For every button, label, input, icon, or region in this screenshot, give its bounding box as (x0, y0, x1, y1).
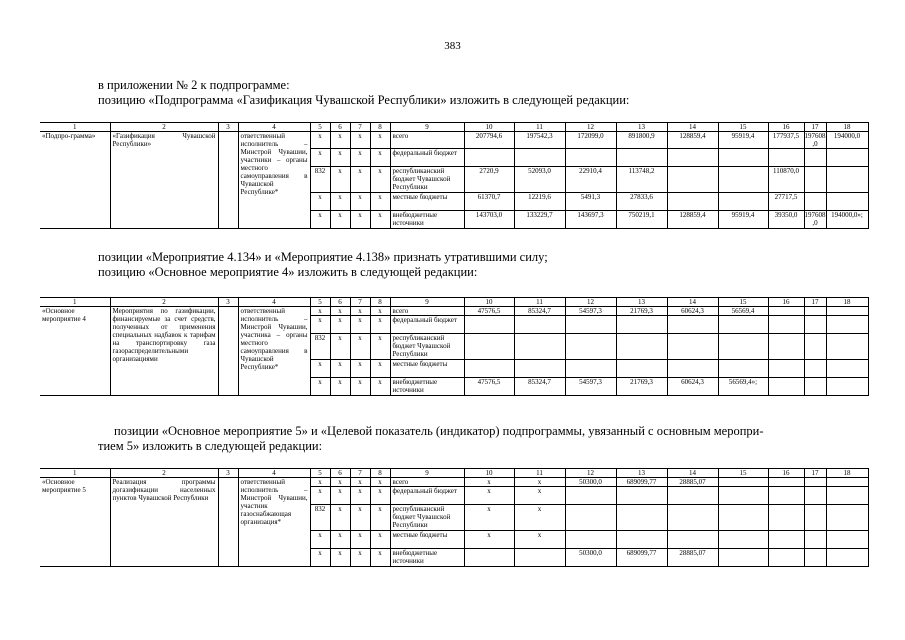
funding-value (826, 360, 868, 378)
funding-value (616, 505, 667, 531)
col-header-17: 17 (804, 298, 826, 307)
col-header-1: 1 (40, 298, 110, 307)
header-row (40, 469, 868, 478)
funding-value: 689099,77 (616, 549, 667, 567)
col-header-14: 14 (667, 298, 718, 307)
funding-value (826, 531, 868, 549)
funding-value: 689099,77 (616, 478, 667, 487)
col-header-5: 5 (310, 469, 330, 478)
budget-code-x: x (330, 531, 350, 549)
col-header-5: 5 (310, 123, 330, 132)
funding-value: 143697,3 (565, 211, 616, 229)
budget-code-x: x (370, 505, 390, 531)
funding-value (464, 334, 514, 360)
funding-value: 21769,3 (616, 378, 667, 396)
funding-source: республиканский бюджет Чувашской Республики (390, 334, 464, 360)
funding-value: 194000,0»; (826, 211, 868, 229)
end-line-1: позиции «Основное мероприятие 5» и «Целевой показатель (индикатор) подпрограммы, увязанный с основным меропри- (114, 424, 764, 438)
budget-code-x: x (370, 531, 390, 549)
gr-code: x (310, 132, 330, 149)
col-header-5: 5 (310, 298, 330, 307)
funding-value: 2720,9 (464, 167, 514, 193)
col-header-15: 15 (718, 298, 768, 307)
col-header-12: 12 (565, 469, 616, 478)
header-row (40, 123, 868, 132)
col-header-9: 9 (390, 298, 464, 307)
funding-value: 194000,0 (826, 132, 868, 149)
funding-source: местные бюджеты (390, 193, 464, 211)
funding-value: 128859,4 (667, 132, 718, 149)
measure-status: «Основное мероприятие 4 (40, 307, 110, 396)
gr-code: x (310, 211, 330, 229)
funding-value: 95919,4 (718, 132, 768, 149)
funding-value: 113748,2 (616, 167, 667, 193)
col-header-11: 11 (514, 298, 565, 307)
funding-value (826, 149, 868, 167)
budget-code-x: x (370, 307, 390, 316)
funding-value: x (514, 487, 565, 505)
col-header-9: 9 (390, 469, 464, 478)
funding-value (804, 531, 826, 549)
funding-value: 177937,5 (768, 132, 804, 149)
funding-value (804, 505, 826, 531)
intro-line-2: позицию «Подпрограмма «Газификация Чувашской Республики» изложить в следующей редакции: (98, 93, 630, 107)
funding-value: 891800,9 (616, 132, 667, 149)
funding-value (804, 149, 826, 167)
col-header-8: 8 (370, 298, 390, 307)
funding-value (718, 531, 768, 549)
budget-code-x: x (350, 360, 370, 378)
funding-value: 197542,3 (514, 132, 565, 149)
funding-value (667, 316, 718, 334)
header-row (40, 298, 868, 307)
funding-value: 56569,4 (718, 307, 768, 316)
col-header-9: 9 (390, 123, 464, 132)
gr-code: x (310, 307, 330, 316)
funding-value (667, 505, 718, 531)
budget-code-x: x (350, 132, 370, 149)
measure-name: Реализация программы догазификации населенных пунктов Чувашской Республики (110, 478, 218, 567)
funding-value (804, 549, 826, 567)
col-header-13: 13 (616, 298, 667, 307)
col-header-1: 1 (40, 123, 110, 132)
funding-value (514, 316, 565, 334)
funding-value: 47576,5 (464, 307, 514, 316)
funding-value (667, 193, 718, 211)
funding-value (718, 549, 768, 567)
funding-value (804, 487, 826, 505)
col-header-13: 13 (616, 123, 667, 132)
funding-value (565, 505, 616, 531)
funding-value (464, 549, 514, 567)
col-header-4: 4 (238, 123, 310, 132)
col-header-3: 3 (218, 123, 238, 132)
mid-line-2: позицию «Основное мероприятие 4» изложить в следующей редакции: (98, 265, 478, 279)
gr-code: x (310, 149, 330, 167)
funding-value (718, 167, 768, 193)
funding-value (565, 149, 616, 167)
budget-code-x: x (370, 478, 390, 487)
funding-value: 12219,6 (514, 193, 565, 211)
funding-value: 56569,4»; (718, 378, 768, 396)
main-measure-5-table (40, 468, 869, 567)
col-header-6: 6 (330, 123, 350, 132)
responsible-executor: ответственный исполнитель – Минстрой Чувашии, участники – органы местного самоуправления в Чувашской Республике* (238, 132, 310, 229)
funding-value (826, 478, 868, 487)
budget-code-x: x (350, 549, 370, 567)
funding-value (804, 478, 826, 487)
gr-code: x (310, 378, 330, 396)
col-header-7: 7 (350, 469, 370, 478)
budget-code-x: x (330, 132, 350, 149)
budget-code-x: x (370, 132, 390, 149)
funding-value: 39350,0 (768, 211, 804, 229)
table-row (40, 307, 868, 316)
gr-code: 832 (310, 505, 330, 531)
funding-value: 95919,4 (718, 211, 768, 229)
gr-code: x (310, 360, 330, 378)
budget-code-x: x (370, 167, 390, 193)
budget-code-x: x (350, 211, 370, 229)
funding-value (804, 167, 826, 193)
budget-code-x: x (330, 211, 350, 229)
col-header-16: 16 (768, 298, 804, 307)
funding-value (667, 149, 718, 167)
col-header-18: 18 (826, 123, 868, 132)
col-header-14: 14 (667, 123, 718, 132)
empty-col-3 (218, 478, 238, 567)
funding-value (718, 316, 768, 334)
funding-value (565, 531, 616, 549)
funding-value (768, 531, 804, 549)
col-header-7: 7 (350, 298, 370, 307)
funding-source: местные бюджеты (390, 531, 464, 549)
funding-value (718, 505, 768, 531)
funding-value (804, 307, 826, 316)
main-measure-4-table (40, 297, 869, 396)
col-header-4: 4 (238, 298, 310, 307)
funding-value: 47576,5 (464, 378, 514, 396)
budget-code-x: x (370, 316, 390, 334)
funding-value (804, 378, 826, 396)
col-header-11: 11 (514, 469, 565, 478)
funding-value (514, 360, 565, 378)
col-header-18: 18 (826, 469, 868, 478)
col-header-2: 2 (110, 469, 218, 478)
funding-value (826, 316, 868, 334)
funding-value (464, 316, 514, 334)
funding-source: федеральный бюджет (390, 316, 464, 334)
budget-code-x: x (330, 334, 350, 360)
funding-value (616, 360, 667, 378)
budget-code-x: x (350, 478, 370, 487)
funding-value (514, 334, 565, 360)
col-header-3: 3 (218, 298, 238, 307)
funding-source: федеральный бюджет (390, 487, 464, 505)
funding-source: всего (390, 132, 464, 149)
budget-code-x: x (350, 531, 370, 549)
funding-value (464, 360, 514, 378)
funding-value: 750219,1 (616, 211, 667, 229)
col-header-13: 13 (616, 469, 667, 478)
budget-code-x: x (330, 193, 350, 211)
col-header-14: 14 (667, 469, 718, 478)
gr-code: x (310, 531, 330, 549)
col-header-8: 8 (370, 123, 390, 132)
funding-value (667, 360, 718, 378)
mid-line-1: позиции «Мероприятие 4.134» и «Мероприятие 4.138» признать утратившими силу; (98, 250, 548, 264)
funding-value: 60624,3 (667, 307, 718, 316)
col-header-2: 2 (110, 298, 218, 307)
funding-value (768, 378, 804, 396)
funding-value: x (514, 478, 565, 487)
empty-col-3 (218, 307, 238, 396)
col-header-7: 7 (350, 123, 370, 132)
measure-name: «Газификация Чувашской Республики» (110, 132, 218, 229)
funding-value: x (464, 478, 514, 487)
col-header-16: 16 (768, 469, 804, 478)
funding-value (826, 505, 868, 531)
funding-value (565, 316, 616, 334)
budget-code-x: x (370, 211, 390, 229)
funding-value: 61370,7 (464, 193, 514, 211)
col-header-1: 1 (40, 469, 110, 478)
budget-code-x: x (370, 378, 390, 396)
empty-col-3 (218, 132, 238, 229)
col-header-17: 17 (804, 123, 826, 132)
funding-value: 60624,3 (667, 378, 718, 396)
budget-code-x: x (330, 505, 350, 531)
funding-value (667, 531, 718, 549)
funding-value (616, 531, 667, 549)
col-header-8: 8 (370, 469, 390, 478)
budget-code-x: x (330, 478, 350, 487)
funding-value: x (514, 505, 565, 531)
funding-value: 50300,0 (565, 478, 616, 487)
gr-code: 832 (310, 167, 330, 193)
funding-value: 28885,07 (667, 549, 718, 567)
funding-value: 27717,5 (768, 193, 804, 211)
funding-value (565, 487, 616, 505)
budget-code-x: x (350, 167, 370, 193)
budget-code-x: x (330, 549, 350, 567)
gr-code: x (310, 316, 330, 334)
gr-code: x (310, 193, 330, 211)
funding-value (667, 487, 718, 505)
gr-code: x (310, 478, 330, 487)
col-header-18: 18 (826, 298, 868, 307)
funding-value: 28885,07 (667, 478, 718, 487)
funding-value (616, 487, 667, 505)
funding-value (768, 316, 804, 334)
col-header-12: 12 (565, 123, 616, 132)
funding-value (826, 378, 868, 396)
funding-value (768, 549, 804, 567)
funding-value (768, 505, 804, 531)
col-header-10: 10 (464, 298, 514, 307)
budget-code-x: x (370, 334, 390, 360)
table-row (40, 132, 868, 149)
funding-value (565, 360, 616, 378)
funding-value (768, 360, 804, 378)
funding-value (768, 307, 804, 316)
budget-code-x: x (330, 307, 350, 316)
funding-value (667, 167, 718, 193)
funding-value (718, 334, 768, 360)
budget-code-x: x (330, 378, 350, 396)
funding-value: x (514, 531, 565, 549)
measure-status: «Подпро-грамма» (40, 132, 110, 229)
col-header-15: 15 (718, 123, 768, 132)
funding-value (514, 149, 565, 167)
funding-value (718, 487, 768, 505)
funding-value: 27833,6 (616, 193, 667, 211)
page-number: 383 (444, 40, 461, 52)
funding-value (718, 478, 768, 487)
funding-value (768, 149, 804, 167)
col-header-17: 17 (804, 469, 826, 478)
funding-value (718, 149, 768, 167)
budget-code-x: x (350, 378, 370, 396)
col-header-15: 15 (718, 469, 768, 478)
budget-code-x: x (350, 307, 370, 316)
funding-value (514, 549, 565, 567)
col-header-4: 4 (238, 469, 310, 478)
funding-value (826, 307, 868, 316)
table-row (40, 478, 868, 487)
funding-value: 85324,7 (514, 378, 565, 396)
budget-code-x: x (330, 487, 350, 505)
budget-code-x: x (370, 487, 390, 505)
funding-value (768, 478, 804, 487)
budget-code-x: x (370, 549, 390, 567)
funding-source: местные бюджеты (390, 360, 464, 378)
gr-code: x (310, 487, 330, 505)
budget-code-x: x (350, 487, 370, 505)
budget-code-x: x (350, 316, 370, 334)
col-header-10: 10 (464, 123, 514, 132)
funding-value: x (464, 487, 514, 505)
funding-source: республиканский бюджет Чувашской Республики (390, 167, 464, 193)
funding-value: 22910,4 (565, 167, 616, 193)
funding-value (616, 334, 667, 360)
funding-value (616, 316, 667, 334)
funding-value (804, 334, 826, 360)
funding-source: республиканский бюджет Чувашской Республики (390, 505, 464, 531)
col-header-16: 16 (768, 123, 804, 132)
funding-value: 85324,7 (514, 307, 565, 316)
gr-code: 832 (310, 334, 330, 360)
funding-value (718, 360, 768, 378)
funding-value: 110870,0 (768, 167, 804, 193)
funding-value: 133229,7 (514, 211, 565, 229)
funding-value: 54597,3 (565, 307, 616, 316)
budget-code-x: x (350, 193, 370, 211)
funding-value: x (464, 505, 514, 531)
funding-value (826, 193, 868, 211)
budget-code-x: x (350, 334, 370, 360)
funding-source: внебюджетные источники (390, 378, 464, 396)
funding-value (826, 487, 868, 505)
funding-value: 197608,0 (804, 211, 826, 227)
funding-value: 128859,4 (667, 211, 718, 229)
funding-value (804, 360, 826, 378)
funding-source: федеральный бюджет (390, 149, 464, 167)
col-header-6: 6 (330, 298, 350, 307)
measure-status: «Основное мероприятие 5 (40, 478, 110, 567)
subprogram-table (40, 122, 869, 229)
funding-value (826, 549, 868, 567)
intro-line-1: в приложении № 2 к подпрограмме: (98, 78, 290, 92)
funding-source: внебюджетные источники (390, 549, 464, 567)
funding-value: 197608,0 (804, 132, 826, 148)
funding-value (804, 316, 826, 334)
funding-value (464, 149, 514, 167)
funding-value: 54597,3 (565, 378, 616, 396)
funding-value: 21769,3 (616, 307, 667, 316)
funding-value (718, 193, 768, 211)
gr-code: x (310, 549, 330, 567)
budget-code-x: x (370, 360, 390, 378)
funding-value: 207794,6 (464, 132, 514, 149)
end-line-2: тием 5» изложить в следующей редакции: (98, 439, 323, 453)
funding-value (826, 167, 868, 193)
funding-value: 172099,0 (565, 132, 616, 149)
budget-code-x: x (330, 149, 350, 167)
funding-value (804, 193, 826, 211)
funding-value (768, 334, 804, 360)
measure-name: Мероприятия по газификации, финансируемые за счет средств, полученных от применения специальных надбавок к тарифам на транспортировку газа газораспределительными организациями (110, 307, 218, 396)
col-header-6: 6 (330, 469, 350, 478)
budget-code-x: x (350, 149, 370, 167)
responsible-executor: ответственный исполнитель – Минстрой Чувашии, участник газоснабжающая организация* (238, 478, 310, 567)
funding-source: всего (390, 478, 464, 487)
funding-value: 50300,0 (565, 549, 616, 567)
funding-value (616, 149, 667, 167)
budget-code-x: x (370, 149, 390, 167)
budget-code-x: x (330, 167, 350, 193)
funding-value: 5491,3 (565, 193, 616, 211)
funding-value (768, 487, 804, 505)
col-header-10: 10 (464, 469, 514, 478)
funding-value: x (464, 531, 514, 549)
funding-value: 52093,0 (514, 167, 565, 193)
col-header-12: 12 (565, 298, 616, 307)
budget-code-x: x (350, 505, 370, 531)
responsible-executor: ответственный исполнитель – Минстрой Чувашии, участника – органы местного самоуправления в Чувашской Республике* (238, 307, 310, 396)
funding-source: внебюджетные источники (390, 211, 464, 229)
budget-code-x: x (330, 316, 350, 334)
col-header-2: 2 (110, 123, 218, 132)
budget-code-x: x (370, 193, 390, 211)
col-header-3: 3 (218, 469, 238, 478)
funding-value (826, 334, 868, 360)
funding-value (565, 334, 616, 360)
funding-value (667, 334, 718, 360)
col-header-11: 11 (514, 123, 565, 132)
funding-value: 143703,0 (464, 211, 514, 229)
funding-source: всего (390, 307, 464, 316)
budget-code-x: x (330, 360, 350, 378)
